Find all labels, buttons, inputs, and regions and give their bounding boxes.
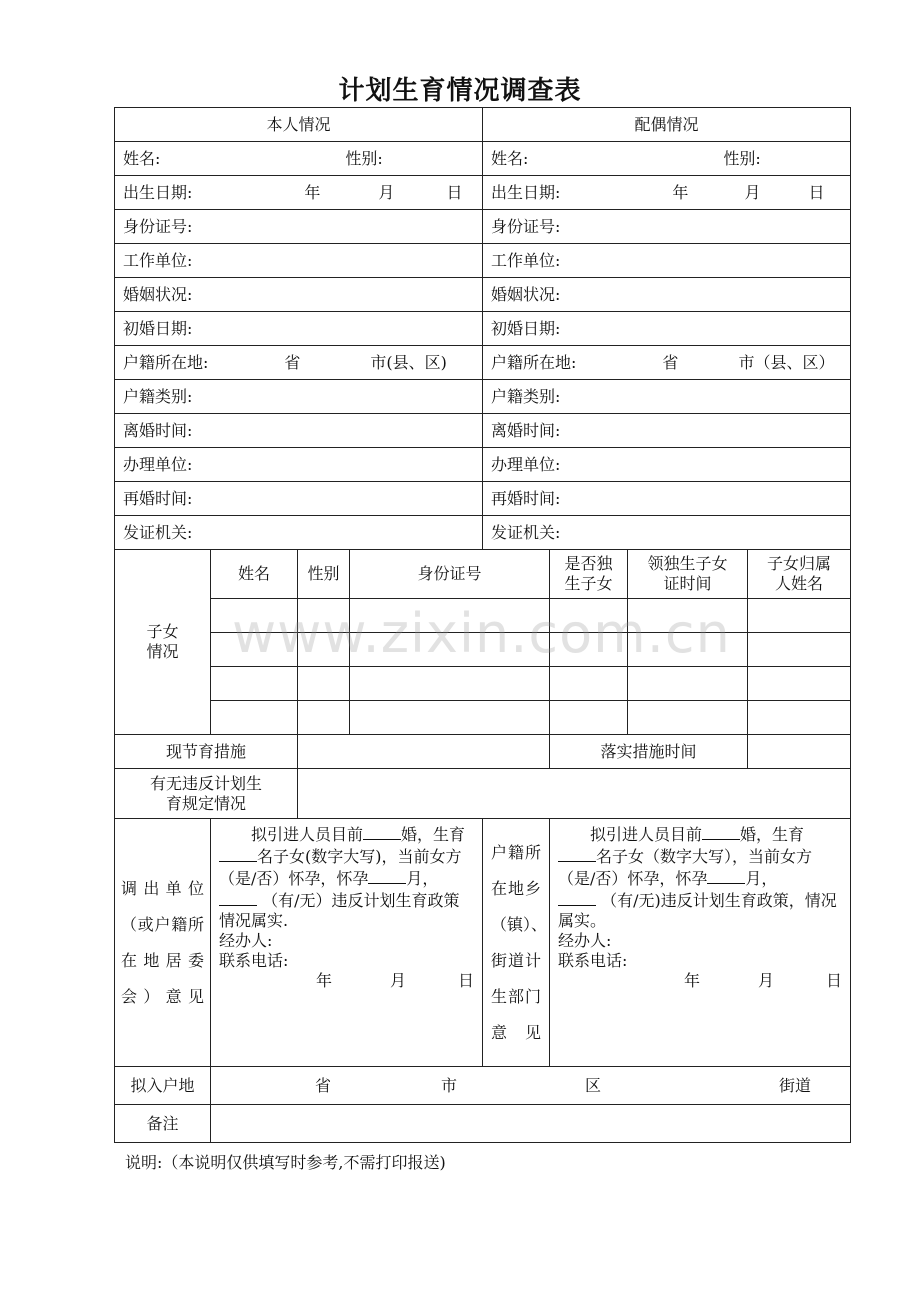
child-cell[interactable] [350, 667, 550, 701]
self-work-cell[interactable]: 工作单位: [115, 244, 483, 278]
children-col-owner: 子女归属人姓名 [748, 550, 851, 599]
child-cell[interactable] [748, 701, 851, 735]
self-birth-cell[interactable]: 出生日期: 年 月 日 [115, 176, 483, 210]
self-issuer-cell[interactable]: 发证机关: [115, 516, 483, 550]
child-cell[interactable] [550, 701, 628, 735]
out-unit-opinion-label: 调出单位（或户籍所在地居委会）意见 [115, 819, 211, 1067]
self-hukou-place-cell[interactable]: 户籍所在地: 省 市(县、区) [115, 346, 483, 380]
violation-blank[interactable] [219, 889, 257, 906]
child-cell[interactable] [550, 633, 628, 667]
child-cell[interactable] [748, 633, 851, 667]
spouse-hukou-type-cell[interactable]: 户籍类别: [483, 380, 851, 414]
spouse-marital-cell[interactable]: 婚姻状况: [483, 278, 851, 312]
spouse-birth-cell[interactable]: 出生日期: 年 月 日 [483, 176, 851, 210]
table-row [115, 599, 851, 633]
children-col-gender: 性别 [298, 550, 350, 599]
town-opinion-label: 户籍所在地乡（镇）、街道计生部门意见 [483, 819, 550, 1067]
children-label: 子女情况 [115, 550, 211, 735]
spouse-first-marriage-cell[interactable]: 初婚日期: [483, 312, 851, 346]
current-measure-value[interactable] [298, 735, 550, 769]
self-marital-cell[interactable]: 婚姻状况: [115, 278, 483, 312]
child-cell[interactable] [628, 633, 748, 667]
children-col-id: 身份证号 [350, 550, 550, 599]
child-cell[interactable] [211, 633, 298, 667]
child-cell[interactable] [628, 701, 748, 735]
out-unit-opinion-text[interactable]: 拟引进人员目前 婚，生育 名子女(数字大写)，当前女方（是/否）怀孕，怀孕 月， （有/无）违反计划生育政策情况属实. 经办人: 联系电话: 年 月 日 [211, 819, 483, 1067]
table-row [115, 667, 851, 701]
child-cell[interactable] [298, 701, 350, 735]
self-hukou-type-cell[interactable]: 户籍类别: [115, 380, 483, 414]
page-title: 计划生育情况调查表 [338, 76, 582, 106]
child-cell[interactable] [350, 599, 550, 633]
spouse-hukou-place-cell[interactable]: 户籍所在地: 省 市（县、区） [483, 346, 851, 380]
watermark: www.zixin.com.cn [232, 602, 731, 665]
phone-line: 联系电话: [219, 951, 289, 970]
children-col-only-child: 是否独生子女 [550, 550, 628, 599]
child-cell[interactable] [211, 667, 298, 701]
phone-line: 联系电话: [558, 951, 628, 970]
measure-time-label: 落实措施时间 [550, 735, 748, 769]
violation-value[interactable] [298, 769, 851, 819]
children-col-name: 姓名 [211, 550, 298, 599]
spouse-issuer-cell[interactable]: 发证机关: [483, 516, 851, 550]
town-opinion-text[interactable]: 拟引进人员目前 婚，生育 名子女（数字大写），当前女方（是/否）怀孕，怀孕 月， （有/无)违反计划生育政策，情况属实。 经办人: 联系电话: 年 月 日 [550, 819, 851, 1067]
child-cell[interactable] [350, 633, 550, 667]
current-measure-label: 现节育措施 [115, 735, 298, 769]
children-count-blank[interactable] [558, 845, 596, 862]
self-name-cell[interactable]: 姓名: 性别: [115, 142, 483, 176]
child-cell[interactable] [550, 667, 628, 701]
child-cell[interactable] [628, 599, 748, 633]
children-count-blank[interactable] [219, 845, 257, 862]
child-cell[interactable] [350, 701, 550, 735]
self-header: 本人情况 [115, 108, 483, 142]
self-first-marriage-cell[interactable]: 初婚日期: [115, 312, 483, 346]
violation-blank[interactable] [558, 889, 596, 906]
destination-value[interactable]: 省 市 区 街道 [211, 1067, 851, 1105]
violation-label: 有无违反计划生育规定情况 [115, 769, 298, 819]
self-remarriage-cell[interactable]: 再婚时间: [115, 482, 483, 516]
child-cell[interactable] [298, 599, 350, 633]
remarks-value[interactable] [211, 1105, 851, 1143]
date-line: 年 月 日 [683, 971, 843, 990]
pregnancy-months-blank[interactable] [368, 867, 406, 884]
spouse-divorce-cell[interactable]: 离婚时间: [483, 414, 851, 448]
handler-line: 经办人: [219, 931, 273, 950]
marriage-blank[interactable] [702, 823, 740, 840]
children-col-cert-time: 领独生子女证时间 [628, 550, 748, 599]
pregnancy-months-blank[interactable] [707, 867, 745, 884]
table-row [115, 701, 851, 735]
spouse-header: 配偶情况 [483, 108, 851, 142]
child-cell[interactable] [628, 667, 748, 701]
footnote: 说明:（本说明仅供填写时参考,不需打印报送) [125, 1153, 446, 1172]
child-cell[interactable] [211, 599, 298, 633]
spouse-remarriage-cell[interactable]: 再婚时间: [483, 482, 851, 516]
child-cell[interactable] [298, 633, 350, 667]
spouse-work-cell[interactable]: 工作单位: [483, 244, 851, 278]
child-cell[interactable] [298, 667, 350, 701]
measure-time-value[interactable] [748, 735, 851, 769]
spouse-id-cell[interactable]: 身份证号: [483, 210, 851, 244]
remarks-label: 备注 [115, 1105, 211, 1143]
self-handling-cell[interactable]: 办理单位: [115, 448, 483, 482]
child-cell[interactable] [211, 701, 298, 735]
spouse-handling-cell[interactable]: 办理单位: [483, 448, 851, 482]
child-cell[interactable] [748, 667, 851, 701]
destination-label: 拟入户地 [115, 1067, 211, 1105]
date-line: 年 月 日 [315, 971, 475, 990]
child-cell[interactable] [748, 599, 851, 633]
spouse-name-cell[interactable]: 姓名: 性别: [483, 142, 851, 176]
handler-line: 经办人: [558, 931, 612, 950]
child-cell[interactable] [550, 599, 628, 633]
self-divorce-cell[interactable]: 离婚时间: [115, 414, 483, 448]
table-row [115, 633, 851, 667]
survey-form [114, 107, 851, 1143]
marriage-blank[interactable] [363, 823, 401, 840]
self-id-cell[interactable]: 身份证号: [115, 210, 483, 244]
